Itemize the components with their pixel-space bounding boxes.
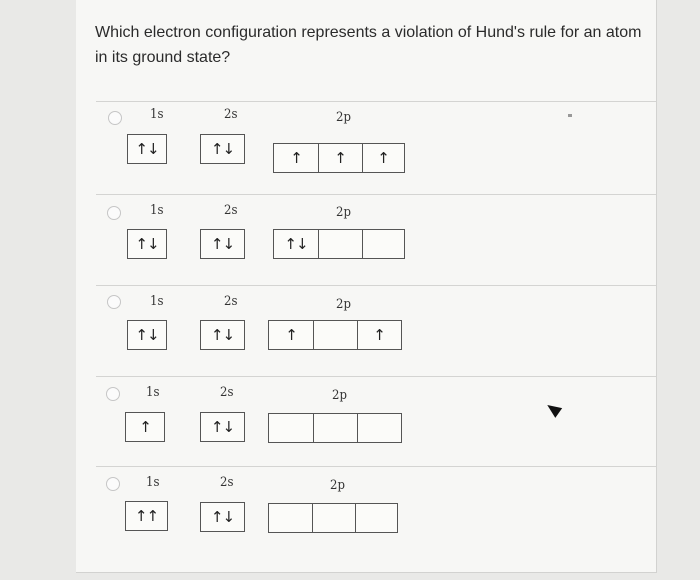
electron-arrows: ↑↓: [210, 508, 235, 526]
electron-arrows: ↑: [290, 149, 302, 167]
answer-option-4[interactable]: [96, 379, 656, 469]
radio-button[interactable]: [107, 295, 121, 309]
orbital-1s: [125, 412, 165, 442]
electron-arrows: [269, 414, 313, 442]
orbital-label-2s: 2s: [224, 203, 238, 218]
divider: [96, 194, 656, 195]
orbital-label-2p: 2p: [336, 297, 351, 312]
electron-arrows: [318, 230, 362, 258]
electron-arrows: ↑↓: [210, 418, 235, 436]
orbital-2p: [268, 413, 402, 443]
orbital-1s: [127, 320, 167, 350]
orbital-label-2p: 2p: [330, 478, 345, 493]
radio-button[interactable]: [108, 111, 122, 125]
orbital-label-1s: 1s: [146, 475, 160, 490]
orbital-label-2p: 2p: [336, 205, 351, 220]
electron-arrows: [269, 504, 312, 532]
orbital-2s: [200, 229, 245, 259]
radio-button[interactable]: [106, 477, 120, 491]
electron-arrows: [313, 414, 357, 442]
orbital-2s: [200, 412, 245, 442]
orbital-2p: [268, 320, 402, 350]
electron-arrows: ↑↓: [135, 235, 159, 253]
electron-arrows: [362, 230, 404, 258]
orbital-label-2s: 2s: [220, 385, 234, 400]
orbital-2p: [273, 143, 405, 173]
electron-arrows: ↑: [285, 326, 297, 344]
orbital-label-1s: 1s: [150, 294, 164, 309]
orbital-label-2p: 2p: [332, 388, 347, 403]
orbital-2s: [200, 134, 245, 164]
electron-arrows: ↑: [139, 418, 151, 436]
orbital-label-2s: 2s: [220, 475, 234, 490]
electron-arrows: [355, 504, 397, 532]
electron-arrows: [357, 414, 401, 442]
answer-option-3[interactable]: [96, 288, 656, 378]
orbital-2p: [273, 229, 405, 259]
orbital-label-1s: 1s: [146, 385, 160, 400]
answer-option-2[interactable]: [96, 197, 656, 287]
electron-arrows: ↑↓: [284, 235, 308, 253]
orbital-label-2p: 2p: [336, 110, 351, 125]
divider: [96, 101, 656, 102]
orbital-2s: [200, 320, 245, 350]
electron-arrows: ↑↓: [135, 140, 159, 158]
orbital-label-2s: 2s: [224, 294, 238, 309]
orbital-label-1s: 1s: [150, 203, 164, 218]
electron-arrows: ↑: [373, 326, 385, 344]
electron-arrows: ↑: [334, 149, 346, 167]
question-text: Which electron configuration represents a violation of Hund's rule for an atom in its ground state?: [95, 24, 642, 66]
electron-arrows: ↑↓: [210, 140, 235, 158]
radio-button[interactable]: [107, 206, 121, 220]
orbital-2s: [200, 502, 245, 532]
electron-arrows: ↑↓: [210, 235, 235, 253]
answer-option-5[interactable]: [96, 469, 656, 559]
electron-arrows: ↑: [377, 149, 389, 167]
electron-arrows: ↑↓: [135, 326, 159, 344]
electron-arrows: [312, 504, 355, 532]
radio-button[interactable]: [106, 387, 120, 401]
orbital-1s: [127, 229, 167, 259]
orbital-2p: [268, 503, 398, 533]
orbital-1s: [127, 134, 167, 164]
electron-arrows: ↑↓: [210, 326, 235, 344]
orbital-label-1s: 1s: [150, 107, 164, 122]
orbital-1s: [125, 501, 168, 531]
electron-arrows: ↑↑: [134, 507, 159, 525]
answer-option-1[interactable]: [96, 104, 656, 194]
electron-arrows: [313, 321, 357, 349]
orbital-label-2s: 2s: [224, 107, 238, 122]
